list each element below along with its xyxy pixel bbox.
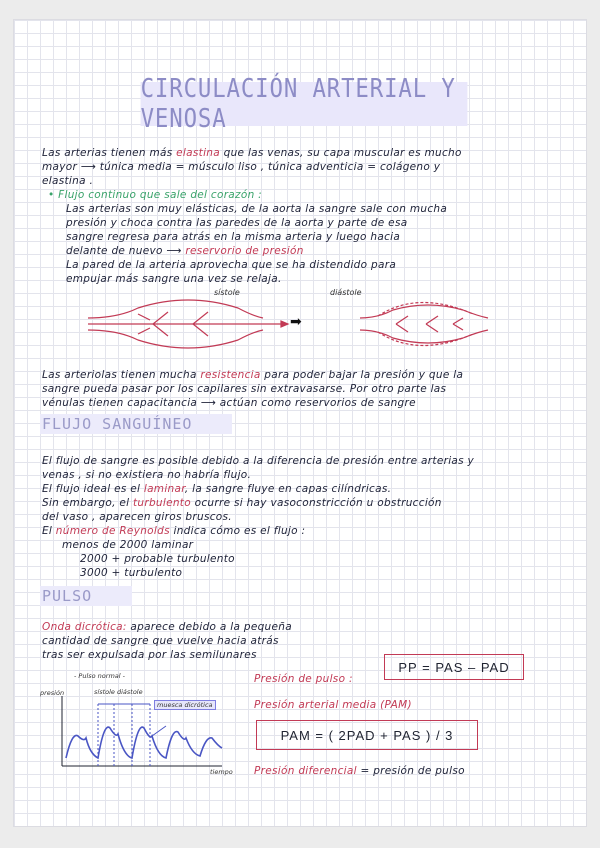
- pulse-graph: [54, 692, 224, 770]
- intro-text: Las arterias tienen más: [42, 147, 173, 159]
- notebook-page: [14, 20, 586, 826]
- fs-line-1: El flujo de sangre es posible debido a la diferencia de presión entre arterias y: [42, 455, 475, 467]
- fs-text-cont: , la sangre fluye en capas cilíndricas.: [184, 483, 392, 495]
- fs-line-3: [42, 482, 391, 496]
- fs-text-cont: indica cómo es el flujo :: [173, 525, 306, 537]
- graph-sistole-diastole-label: sístole diástole: [94, 688, 143, 696]
- fs-text-cont: ocurre si hay vasoconstricción u obstrucción: [194, 497, 442, 509]
- sistole-label: sístole: [214, 288, 240, 297]
- fs-text: El: [42, 525, 53, 537]
- reynolds-keyword: número de Reynolds: [55, 525, 170, 537]
- pam-formula-box: PAM = ( 2PAD + PAS ) / 3: [256, 720, 478, 750]
- pp-formula-box: PP = PAS – PAD: [384, 654, 524, 680]
- pulso-heading: PULSO: [40, 586, 132, 606]
- pulse-wave: [66, 727, 222, 758]
- arteriolas-text: Las arteriolas tienen mucha: [42, 369, 197, 381]
- flujo-line-5: La pared de la arteria aprovecha que se ha distendido para: [66, 259, 397, 271]
- systole-wall-bottom: [88, 330, 263, 348]
- reynolds-row-2: 2000 + probable turbulento: [80, 553, 235, 565]
- turbulento-keyword: turbulento: [132, 497, 191, 509]
- fs-line-5: del vaso , aparecen giros bruscos.: [42, 511, 232, 523]
- flujo-line-1: Las arterias son muy elásticas, de la aorta la sangre sale con mucha: [66, 203, 448, 215]
- flujo-line-6: empujar más sangre una vez se relaja.: [66, 273, 282, 285]
- intro-line-2: mayor ⟶ túnica media = músculo liso , túnica adventicia = colágeno y: [42, 161, 441, 173]
- presion-diferencial-keyword: Presión diferencial: [254, 765, 357, 777]
- flujo-line-3: sangre regresa para atrás en la misma arteria y luego hacia: [66, 231, 401, 243]
- artery-diagram: [78, 294, 548, 354]
- reynolds-row-3: 3000 + turbulento: [80, 567, 183, 579]
- arteriolas-line-1: [42, 368, 463, 382]
- graph-x-label: tiempo: [210, 768, 233, 776]
- page-title: CIRCULACIÓN ARTERIAL Y VENOSA: [141, 82, 468, 126]
- onda-text: aparece debido a la pequeña: [130, 621, 292, 633]
- intro-line-3: elastina .: [42, 175, 94, 187]
- graph-caption: - Pulso normal -: [74, 672, 125, 680]
- flujo-continuo-heading: • Flujo continuo que sale del corazón :: [48, 189, 263, 201]
- onda-line-1: [42, 620, 292, 634]
- presion-diferencial-line: [254, 764, 465, 778]
- fs-line-4: [42, 496, 442, 510]
- intro-text-cont: que las venas, su capa muscular es mucho: [223, 147, 462, 159]
- reservorio-keyword: reservorio de presión: [185, 245, 304, 257]
- laminar-keyword: laminar: [143, 483, 185, 495]
- flujo-line-2: presión y choca contra las paredes de la aorta y parte de esa: [66, 217, 408, 229]
- graph-y-label: presión: [40, 689, 65, 697]
- arteriolas-line-3: vénulas tienen capacitancia ⟶ actúan como reservorios de sangre: [42, 397, 416, 409]
- intro-line-1: [42, 146, 462, 160]
- diastole-label: diástole: [330, 288, 362, 297]
- pam-label: Presión arterial media (PAM): [254, 699, 412, 711]
- flujo-sanguineo-heading: FLUJO SANGUÍNEO: [40, 414, 232, 434]
- flujo-text: delante de nuevo ⟶: [66, 245, 182, 257]
- reynolds-row-1: menos de 2000 laminar: [62, 539, 194, 551]
- flujo-line-4: [66, 244, 304, 258]
- diastole-wall-bottom: [360, 330, 488, 343]
- fs-text: El flujo ideal es el: [42, 483, 141, 495]
- fs-line-6: [42, 524, 305, 538]
- diastole-wall-top: [360, 305, 488, 318]
- pp-label: Presión de pulso :: [254, 673, 353, 685]
- onda-line-2: cantidad de sangre que vuelve hacia atrás: [42, 635, 279, 647]
- arteriolas-line-2: sangre pueda pasar por los capilares sin extravasarse. Por otro parte las: [42, 383, 447, 395]
- pd-text: = presión de pulso: [360, 765, 465, 777]
- onda-dicrotica-keyword: Onda dicrótica:: [42, 621, 127, 633]
- muesca-dicrotica-label: muesca dicrótica: [154, 700, 216, 710]
- arrow-icon: ➡: [290, 314, 302, 330]
- onda-line-3: tras ser expulsada por las semilunares: [42, 649, 257, 661]
- arteriolas-text-cont: para poder bajar la presión y que la: [264, 369, 464, 381]
- fs-line-2: venas , si no existiera no habría flujo.: [42, 469, 252, 481]
- systole-wall-top: [88, 300, 263, 318]
- elastina-keyword: elastina: [176, 147, 220, 159]
- resistencia-keyword: resistencia: [200, 369, 261, 381]
- fs-text: Sin embargo, el: [42, 497, 130, 509]
